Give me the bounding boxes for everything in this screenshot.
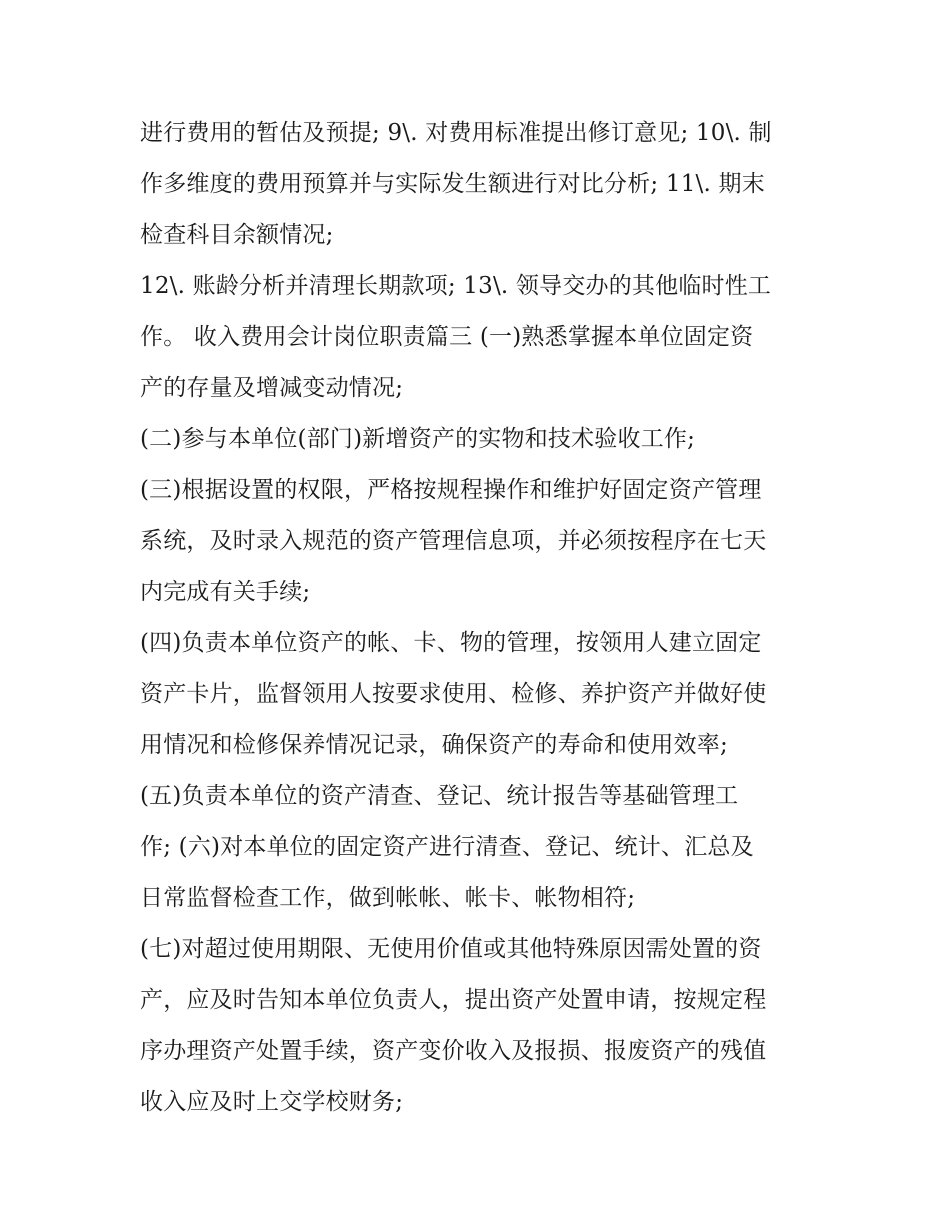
text-line: (四)负责本单位资产的帐、卡、物的管理，按领用人建立固定: [140, 630, 762, 656]
text-line: 进行费用的暂估及预提; 9\. 对费用标准提出修订意见; 10\. 制: [140, 120, 772, 146]
text-line: 产，应及时告知本单位负责人，提出资产处置申请，按规定程: [140, 987, 767, 1013]
body-text: [140, 108, 820, 1128]
text-line: (三)根据设置的权限，严格按规程操作和维护好固定资产管理: [140, 477, 762, 503]
text-line: 12\. 账龄分析并清理长期款项; 13\. 领导交办的其他临时性工: [140, 273, 772, 299]
text-line: 日常监督检查工作，做到帐帐、帐卡、帐物相符;: [140, 885, 636, 911]
text-line: 产的存量及增减变动情况;: [140, 375, 404, 401]
text-line: 内完成有关手续;: [140, 579, 311, 605]
text-line: 收入应及时上交学校财务;: [140, 1089, 404, 1115]
text-line: 资产卡片，监督领用人按要求使用、检修、养护资产并做好使: [140, 681, 767, 707]
text-line: (七)对超过使用期限、无使用价值或其他特殊原因需处置的资: [140, 936, 762, 962]
text-line: 作多维度的费用预算并与实际发生额进行对比分析; 11\. 期末: [140, 171, 765, 197]
text-line: 序办理资产处置手续，资产变价收入及报损、报废资产的残值: [140, 1038, 767, 1064]
text-line: 作; (六)对本单位的固定资产进行清查、登记、统计、汇总及: [140, 834, 754, 860]
text-line: 系统，及时录入规范的资产管理信息项，并必须按程序在七天: [140, 528, 767, 554]
text-line: 检查科目余额情况;: [140, 222, 334, 248]
text-line: (五)负责本单位的资产清查、登记、统计报告等基础管理工: [140, 783, 739, 809]
text-line: 作。 收入费用会计岗位职责篇三 (一)熟悉掌握本单位固定资: [140, 324, 754, 350]
text-line: (二)参与本单位(部门)新增资产的实物和技术验收工作;: [140, 426, 696, 452]
text-line: 用情况和检修保养情况记录，确保资产的寿命和使用效率;: [140, 732, 728, 758]
